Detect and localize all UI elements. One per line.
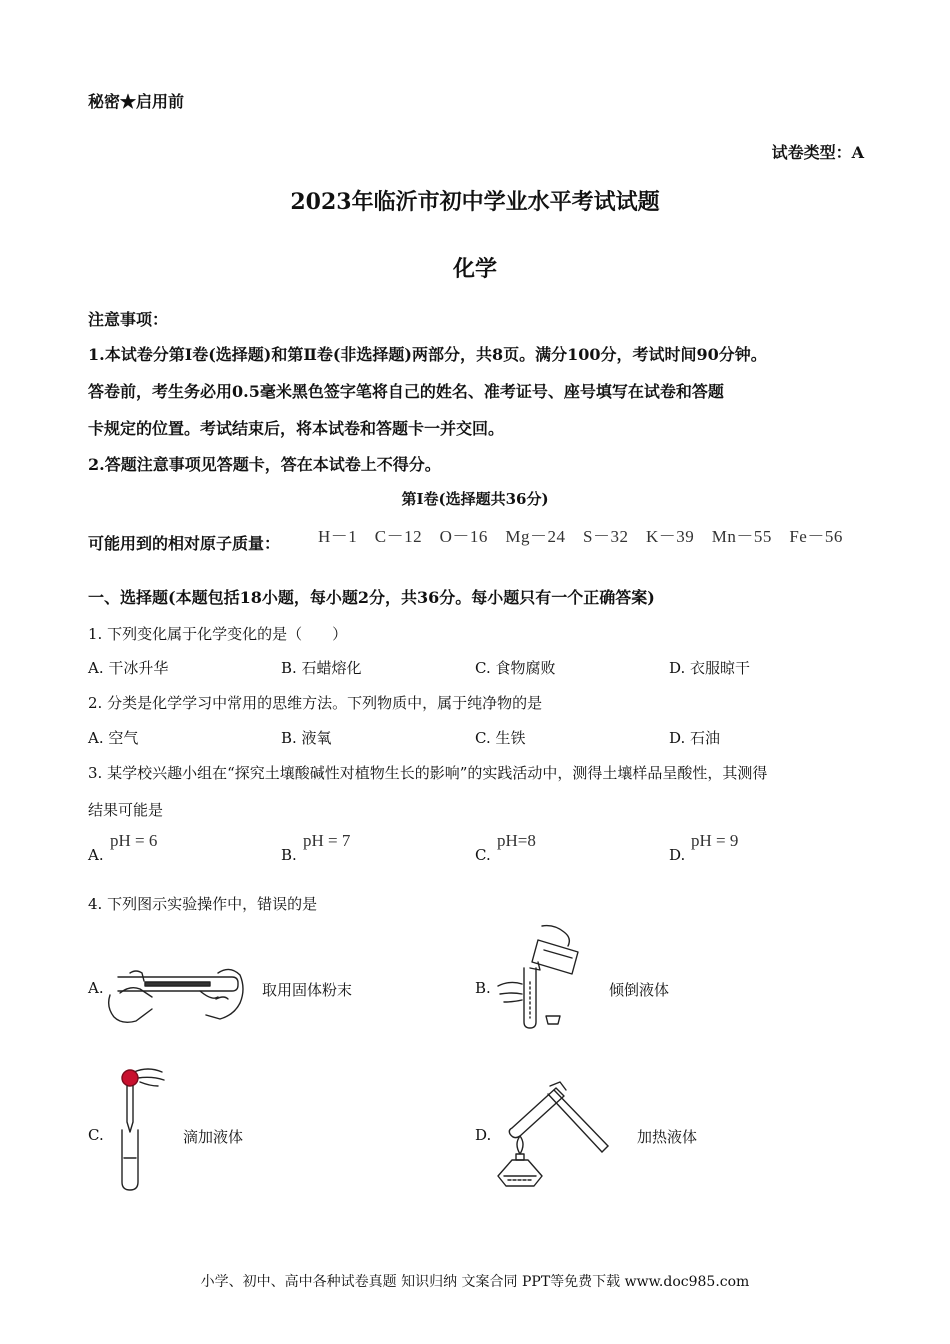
question-4-stem: 4. 下列图示实验操作中，错误的是 — [88, 895, 318, 913]
question-3-option-c-letter: C. — [475, 846, 491, 864]
question-1-option-b: B. 石蜡熔化 — [281, 659, 362, 677]
question-3-option-a-letter: A. — [88, 846, 104, 864]
page-footer: 小学、初中、高中各种试卷真题 知识归纳 文案合同 PPT等免费下载 www.doc985.com — [200, 1274, 750, 1290]
secret-label: 秘密★启用前 — [88, 92, 185, 111]
notes-line-3: 卡规定的位置。考试结束后，将本试卷和答题卡一并交回。 — [88, 419, 505, 438]
atomic-mass-values: H－1 C－12 O－16 Mg－24 S－32 K－39 Mn－55 Fe－56 — [318, 527, 843, 546]
question-2-option-a: A. 空气 — [88, 729, 139, 747]
notes-heading: 注意事项： — [88, 310, 169, 329]
dropper-illustration — [108, 1058, 170, 1193]
question-3-option-b-letter: B. — [281, 846, 297, 864]
question-3-stem-line-2: 结果可能是 — [88, 801, 164, 819]
question-4-option-b-caption: 倾倒液体 — [609, 981, 670, 999]
question-4-option-a-letter: A. — [88, 979, 104, 997]
notes-line-2: 答卷前，考生务必用0.5毫米黑色签字笔将自己的姓名、准考证号、座号填写在试卷和答题 — [88, 382, 724, 401]
question-2-option-c: C. 生铁 — [475, 729, 526, 747]
question-4-option-a-caption: 取用固体粉末 — [262, 981, 353, 999]
powder-transfer-illustration — [100, 955, 250, 1030]
question-1-option-a: A. 干冰升华 — [88, 659, 169, 677]
question-2-option-d: D. 石油 — [669, 729, 721, 747]
question-3-option-a-value: pH = 6 — [110, 831, 158, 850]
question-3-option-b-value: pH = 7 — [303, 831, 351, 850]
part-heading: 一、选择题(本题包括18小题，每小题2分，共36分。每小题只有一个正确答案) — [88, 588, 655, 607]
notes-line-4: 2.答题注意事项见答题卡，答在本试卷上不得分。 — [88, 455, 441, 474]
question-3-option-d-letter: D. — [669, 846, 686, 864]
question-4-option-c-letter: C. — [88, 1126, 104, 1144]
question-3-option-c-value: pH=8 — [497, 831, 536, 850]
question-3-option-d-value: pH = 9 — [691, 831, 739, 850]
question-4-option-c-caption: 滴加液体 — [183, 1128, 244, 1146]
question-2-option-b: B. 液氧 — [281, 729, 332, 747]
heating-liquid-illustration — [490, 1080, 615, 1192]
section-title: 第Ⅰ卷(选择题共36分) — [401, 490, 549, 508]
pouring-liquid-illustration — [494, 922, 584, 1032]
question-3-stem-line-1: 3. 某学校兴趣小组在“探究土壤酸碱性对植物生长的影响”的实践活动中，测得土壤样品呈酸性，其测得 — [88, 764, 768, 782]
question-2-stem: 2. 分类是化学学习中常用的思维方法。下列物质中，属于纯净物的是 — [88, 694, 543, 712]
notes-line-1: 1.本试卷分第Ⅰ卷(选择题)和第Ⅱ卷(非选择题)两部分，共8页。满分100分，考试时间90分钟。 — [88, 345, 767, 364]
question-1-option-d: D. 衣服晾干 — [669, 659, 751, 677]
subject-title: 化学 — [452, 256, 497, 282]
atomic-mass-label: 可能用到的相对原子质量： — [88, 534, 281, 553]
question-4-option-d-letter: D. — [475, 1126, 492, 1144]
exam-title: 2023年临沂市初中学业水平考试试题 — [290, 189, 660, 215]
question-4-option-b-letter: B. — [475, 979, 491, 997]
question-4-option-d-caption: 加热液体 — [637, 1128, 698, 1146]
question-1-stem: 1. 下列变化属于化学变化的是（ ） — [88, 625, 348, 643]
paper-type: 试卷类型：A — [771, 143, 864, 162]
question-1-option-c: C. 食物腐败 — [475, 659, 556, 677]
